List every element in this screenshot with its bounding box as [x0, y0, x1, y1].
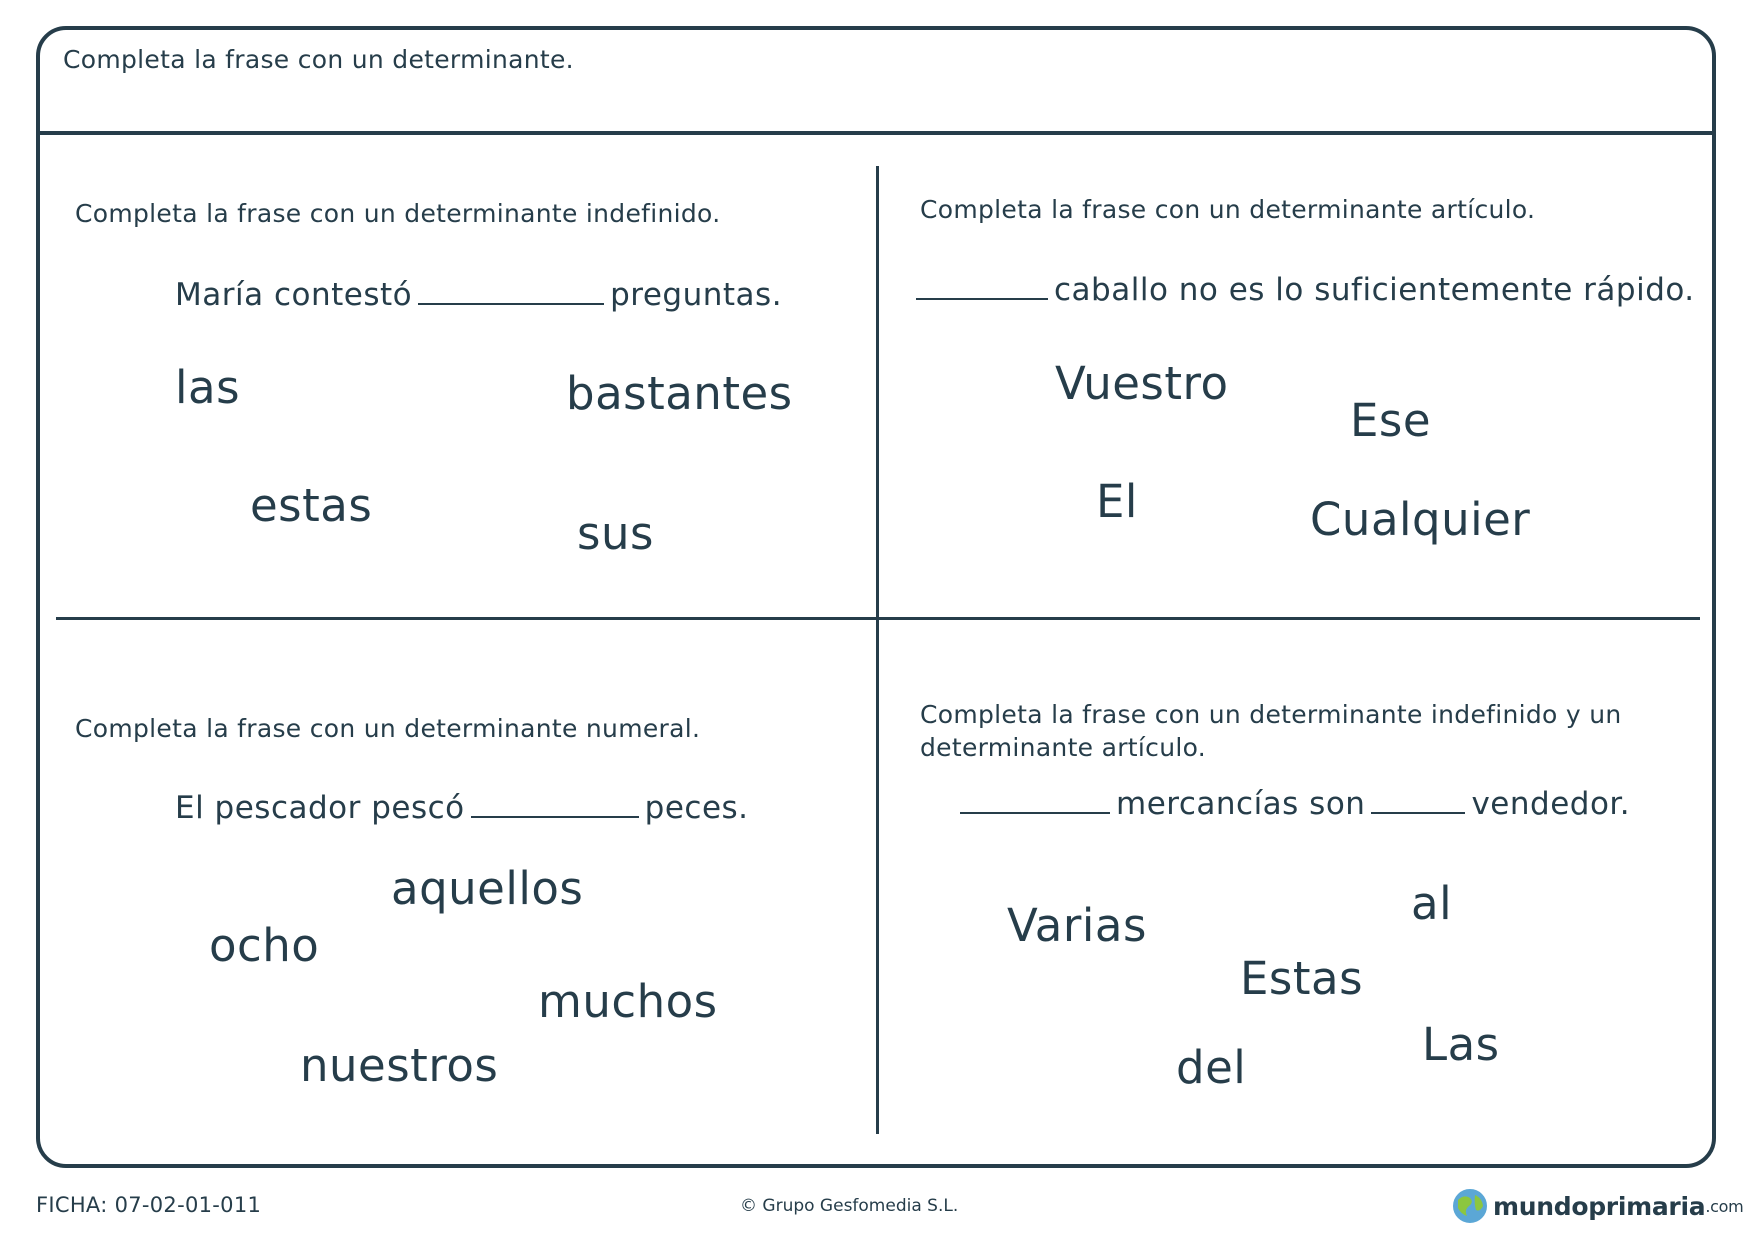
exercise-4-instruction [920, 698, 1622, 764]
vertical-divider [876, 166, 879, 1134]
exercise-1-sentence [175, 277, 782, 313]
answer-blank[interactable] [1371, 786, 1465, 814]
option-word[interactable]: ocho [209, 919, 320, 972]
brand-logo[interactable] [1450, 1186, 1743, 1226]
exercise-1-instruction: Completa la frase con un determinante indefinido. [75, 199, 721, 228]
answer-blank[interactable] [418, 277, 604, 305]
option-word[interactable]: muchos [538, 975, 718, 1028]
option-word[interactable]: al [1411, 877, 1453, 930]
exercise-2-sentence [916, 272, 1695, 308]
option-word[interactable]: del [1176, 1041, 1247, 1094]
instruction-line: determinante artículo. [920, 733, 1206, 762]
option-word[interactable]: Vuestro [1055, 357, 1229, 410]
option-word[interactable]: Cualquier [1310, 493, 1531, 546]
sentence-part: caballo no es lo suficientemente rápido. [1054, 272, 1695, 308]
instruction-line: Completa la frase con un determinante indefinido y un [920, 700, 1622, 729]
option-word[interactable]: Varias [1007, 899, 1147, 952]
option-word[interactable]: estas [250, 479, 373, 532]
horizontal-divider [56, 617, 1700, 620]
globe-icon [1450, 1186, 1490, 1226]
option-word[interactable]: nuestros [300, 1039, 499, 1092]
option-word[interactable]: bastantes [566, 367, 793, 420]
header-divider [36, 131, 1716, 135]
answer-blank[interactable] [916, 272, 1048, 300]
sentence-part: María contestó [175, 277, 413, 313]
answer-blank[interactable] [960, 786, 1110, 814]
option-word[interactable]: Ese [1350, 394, 1432, 447]
exercise-2-instruction: Completa la frase con un determinante artículo. [920, 195, 1536, 224]
sentence-part: El pescador pescó [175, 790, 465, 826]
ficha-code: FICHA: 07-02-01-011 [36, 1193, 262, 1217]
option-word[interactable]: El [1096, 475, 1138, 528]
main-instruction: Completa la frase con un determinante. [63, 45, 574, 74]
option-word[interactable]: aquellos [391, 862, 584, 915]
logo-text: mundoprimaria [1493, 1191, 1706, 1221]
exercise-4-sentence [960, 786, 1630, 822]
exercise-3-instruction: Completa la frase con un determinante numeral. [75, 714, 701, 743]
copyright: © Grupo Gesfomedia S.L. [740, 1196, 959, 1216]
option-word[interactable]: Las [1422, 1018, 1500, 1071]
sentence-part: preguntas. [610, 277, 783, 313]
option-word[interactable]: sus [577, 507, 654, 560]
answer-blank[interactable] [471, 790, 639, 818]
sentence-part: vendedor. [1471, 786, 1631, 822]
sentence-part: peces. [644, 790, 749, 826]
logo-tld: .com [1705, 1196, 1744, 1216]
sentence-part: mercancías son [1116, 786, 1366, 822]
option-word[interactable]: las [175, 361, 241, 414]
exercise-3-sentence [175, 790, 749, 826]
option-word[interactable]: Estas [1240, 952, 1364, 1005]
